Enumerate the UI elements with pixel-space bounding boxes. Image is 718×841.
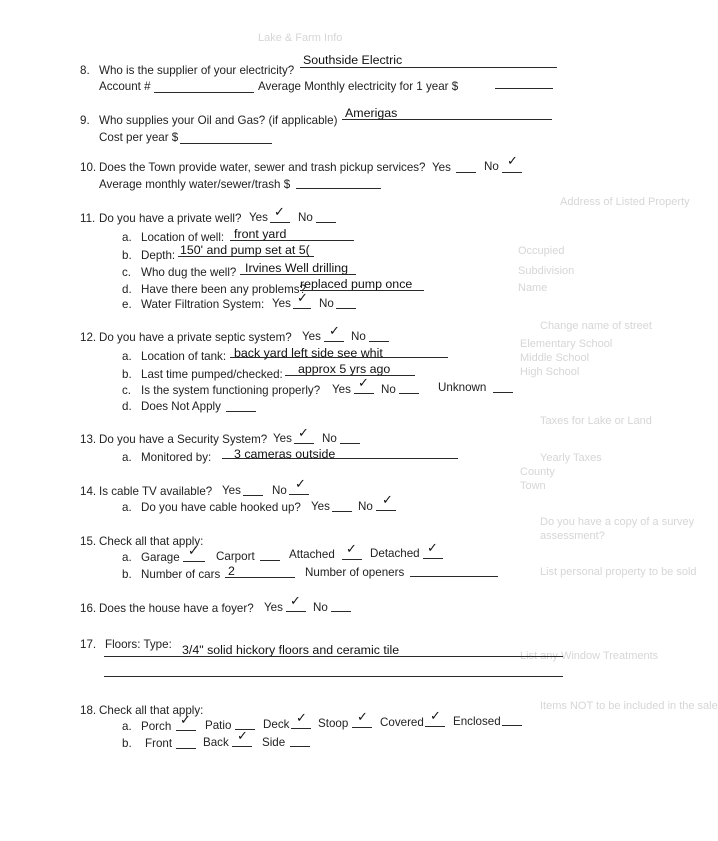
q8-question: Who is the supplier of your electricity?	[99, 64, 295, 77]
q14a-no-line[interactable]	[376, 510, 396, 511]
q11d-value[interactable]: replaced pump once	[300, 277, 413, 291]
ghost-line: Subdivision	[518, 265, 575, 277]
ghost-header: Lake & Farm Info	[258, 32, 343, 44]
q13a-value[interactable]: 3 cameras outside	[234, 447, 336, 461]
q14a-label: Do you have cable hooked up?	[141, 501, 301, 514]
q16-number: 16.	[80, 602, 97, 615]
ghost-line: Change name of street	[540, 320, 652, 332]
q12b-letter: b.	[122, 368, 132, 381]
q12c-label: Is the system functioning properly?	[141, 384, 321, 397]
q18a-letter: a.	[122, 720, 132, 733]
q10-no: No	[484, 160, 499, 173]
q12b-label: Last time pumped/checked:	[141, 368, 283, 381]
q15a-letter: a.	[122, 551, 132, 564]
q15-question: Check all that apply:	[99, 535, 204, 548]
q16-yes-check-icon: ✓	[290, 594, 301, 609]
ghost-line: Yearly Taxes	[540, 452, 602, 464]
q15b-letter: b.	[122, 568, 132, 581]
q18-number: 18.	[80, 704, 97, 717]
ghost-line: Town	[520, 480, 546, 492]
q8-account-line[interactable]	[154, 92, 254, 93]
q14-yes-line[interactable]	[243, 495, 263, 496]
q8-avg-label: Average Monthly electricity for 1 year $	[258, 80, 459, 93]
q18b-side-line[interactable]	[290, 746, 310, 747]
q11-no-line[interactable]	[316, 222, 336, 223]
ghost-line: assessment?	[540, 530, 605, 542]
q11-yes: Yes	[249, 211, 268, 224]
q18a-covered-line[interactable]	[425, 726, 445, 727]
q12c-no: No	[381, 383, 396, 396]
ghost-line: Middle School	[520, 352, 590, 364]
q12-no-line[interactable]	[369, 341, 389, 342]
q17-line-1	[104, 656, 563, 657]
q8-number: 8.	[80, 64, 90, 77]
q18b-front-line[interactable]	[176, 748, 196, 749]
q11a-letter: a.	[122, 231, 132, 244]
q17-question: Floors: Type:	[105, 638, 172, 651]
q11c-letter: c.	[122, 266, 132, 279]
q18a-deck: Deck	[263, 718, 290, 731]
q14a-yes-line[interactable]	[332, 511, 352, 512]
ghost-line: Occupied	[518, 245, 565, 257]
ghost-line: Name	[518, 282, 548, 294]
q18a-enclosed-line[interactable]	[502, 725, 522, 726]
q8-avg-line[interactable]	[495, 88, 553, 89]
q11-question: Do you have a private well?	[99, 212, 242, 225]
q9-cost-line[interactable]	[180, 143, 272, 144]
q10-yes-line[interactable]	[456, 172, 476, 173]
q10-number: 10.	[80, 161, 97, 174]
q15a-detached-line[interactable]	[423, 558, 443, 559]
q11a-line	[230, 240, 354, 241]
q18a-patio: Patio	[205, 719, 232, 732]
q15b-cars-label: Number of cars	[141, 568, 221, 581]
q14-no-check-icon: ✓	[295, 477, 306, 492]
q14a-letter: a.	[122, 501, 132, 514]
q16-yes: Yes	[264, 601, 283, 614]
q9-line	[342, 119, 552, 120]
q14-number: 14.	[80, 485, 97, 498]
q9-number: 9.	[80, 114, 90, 127]
q13-yes-check-icon: ✓	[298, 426, 309, 441]
q14-no: No	[272, 484, 287, 497]
q15b-openers-line[interactable]	[410, 576, 498, 577]
q18a-porch-check-icon: ✓	[180, 713, 191, 728]
q12a-letter: a.	[122, 350, 132, 363]
q10-avg-label: Average monthly water/sewer/trash $	[99, 178, 291, 191]
q12b-line	[285, 375, 415, 376]
q16-yes-line[interactable]	[286, 611, 306, 612]
ghost-line: Taxes for Lake or Land	[540, 415, 652, 427]
q15a-attached: Attached	[289, 548, 335, 561]
q18b-back: Back	[203, 736, 229, 749]
q15-number: 15.	[80, 535, 97, 548]
q12d-letter: d.	[122, 400, 132, 413]
q13-number: 13.	[80, 433, 97, 446]
q11c-value[interactable]: Irvines Well drilling	[245, 261, 349, 275]
q13-no-line[interactable]	[340, 443, 360, 444]
q12-yes-check-icon: ✓	[329, 324, 340, 339]
q11e-no: No	[319, 297, 334, 310]
q12a-value[interactable]: back yard left side see whit	[234, 346, 383, 360]
q8-supplier-line	[300, 67, 557, 68]
ghost-line: Elementary School	[520, 338, 613, 350]
q13-no: No	[322, 432, 337, 445]
q18a-porch: Porch	[141, 720, 172, 733]
q15a-carport: Carport	[216, 550, 255, 563]
q17-line-2[interactable]	[104, 676, 563, 677]
q11-yes-check-icon: ✓	[274, 205, 285, 220]
q15a-garage-check-icon: ✓	[188, 544, 199, 559]
q16-no-line[interactable]	[331, 611, 351, 612]
q18b-side: Side	[262, 736, 286, 749]
q17-number: 17.	[80, 638, 97, 651]
q11b-line	[178, 256, 314, 257]
ghost-line: Do you have a copy of a survey	[540, 516, 695, 528]
q12-question: Do you have a private septic system?	[99, 331, 292, 344]
q15a-detached: Detached	[370, 547, 420, 560]
q12c-unknown: Unknown	[438, 381, 487, 394]
q15a-attached-check-icon: ✓	[346, 542, 357, 557]
q18a-covered: Covered	[380, 716, 424, 729]
q10-question: Does the Town provide water, sewer and trash pickup services?	[99, 161, 426, 174]
q10-no-check-icon: ✓	[507, 154, 518, 169]
q11e-yes-check-icon: ✓	[297, 291, 308, 306]
q18b-front: Front	[145, 737, 173, 750]
ghost-line: County	[520, 466, 555, 478]
q12a-label: Location of tank:	[141, 350, 227, 363]
q12-number: 12.	[80, 331, 97, 344]
q12c-unknown-line[interactable]	[493, 392, 513, 393]
q15a-garage-line[interactable]	[183, 561, 205, 562]
q13-yes: Yes	[273, 432, 292, 445]
q12c-yes-line[interactable]	[354, 393, 374, 394]
q12c-letter: c.	[122, 384, 132, 397]
q9-cost-label: Cost per year $	[99, 131, 179, 144]
q12b-value[interactable]: approx 5 yrs ago	[298, 362, 391, 376]
q13a-label: Monitored by:	[141, 451, 212, 464]
q11d-label: Have there been any problems?	[141, 283, 306, 296]
q18b-letter: b.	[122, 737, 132, 750]
q11e-label: Water Filtration System:	[141, 298, 265, 311]
q15a-garage: Garage	[141, 551, 180, 564]
q11-yes-line[interactable]	[270, 222, 290, 223]
ghost-line: High School	[520, 366, 580, 378]
q18a-enclosed: Enclosed	[453, 715, 501, 728]
q8-account-label: Account #	[99, 80, 151, 93]
q14a-no-check-icon: ✓	[382, 493, 393, 508]
q18a-deck-line[interactable]	[291, 728, 311, 729]
q18a-covered-check-icon: ✓	[430, 709, 441, 724]
q14-question: Is cable TV available?	[99, 485, 213, 498]
q11-no: No	[298, 211, 313, 224]
q12c-yes: Yes	[332, 383, 351, 396]
q10-no-line[interactable]	[502, 172, 522, 173]
ghost-line: List any Window Treatments	[520, 650, 659, 662]
q12c-yes-check-icon: ✓	[358, 376, 369, 391]
q10-avg-line[interactable]	[296, 188, 381, 189]
q12d-label: Does Not Apply	[141, 400, 221, 413]
q13a-line	[222, 458, 458, 459]
q13-question: Do you have a Security System?	[99, 433, 268, 446]
q18a-stoop: Stoop	[318, 717, 349, 730]
q12a-line	[230, 357, 448, 358]
q11b-value[interactable]: 150' and pump set at 5(	[180, 243, 310, 257]
q11d-letter: d.	[122, 283, 132, 296]
q12-no: No	[351, 330, 366, 343]
q12-yes-line[interactable]	[324, 341, 344, 342]
q11c-label: Who dug the well?	[141, 266, 237, 279]
q11e-yes: Yes	[272, 297, 291, 310]
q15b-cars-line	[225, 577, 295, 578]
q11b-letter: b.	[122, 249, 132, 262]
q12d-line[interactable]	[226, 411, 256, 412]
q9-question: Who supplies your Oil and Gas? (if applicable)	[99, 114, 338, 127]
q11d-line	[300, 290, 424, 291]
q11e-letter: e.	[122, 298, 132, 311]
q11c-line	[240, 274, 356, 275]
q18-question: Check all that apply:	[99, 704, 204, 717]
q17-value[interactable]: 3/4" solid hickory floors and ceramic tile	[182, 643, 400, 657]
q8-supplier-value[interactable]: Southside Electric	[303, 53, 403, 67]
ghost-line: Items NOT to be included in the sale	[540, 700, 718, 712]
q15b-openers-label: Number of openers	[305, 566, 405, 579]
q12-yes: Yes	[302, 330, 321, 343]
ghost-line: Address of Listed Property	[560, 196, 690, 208]
q15a-carport-line[interactable]	[260, 560, 280, 561]
q11-number: 11.	[80, 212, 96, 225]
q15a-detached-check-icon: ✓	[427, 541, 438, 556]
q18a-stoop-check-icon: ✓	[357, 710, 368, 725]
q18a-deck-check-icon: ✓	[296, 711, 307, 726]
q14-yes: Yes	[222, 484, 241, 497]
q9-value[interactable]: Amerigas	[345, 106, 398, 120]
q18b-back-line[interactable]	[232, 746, 252, 747]
q11e-no-line[interactable]	[336, 308, 356, 309]
q16-question: Does the house have a foyer?	[99, 602, 254, 615]
q18b-back-check-icon: ✓	[237, 729, 248, 744]
q15b-cars-value[interactable]: 2	[228, 564, 235, 578]
q13-yes-line[interactable]	[294, 443, 314, 444]
q14a-no: No	[358, 500, 373, 513]
q18a-porch-line[interactable]	[176, 730, 196, 731]
q14-no-line[interactable]	[289, 494, 309, 495]
q18a-stoop-line[interactable]	[352, 727, 372, 728]
q11b-label: Depth:	[141, 249, 176, 262]
q11a-value[interactable]: front yard	[234, 227, 287, 241]
q14a-yes: Yes	[311, 500, 330, 513]
ghost-line: List personal property to be sold	[540, 566, 697, 578]
q16-no: No	[313, 601, 328, 614]
q10-yes: Yes	[432, 161, 451, 174]
q11e-yes-line[interactable]	[293, 308, 311, 309]
q13a-letter: a.	[122, 451, 132, 464]
q15a-attached-line[interactable]	[342, 559, 362, 560]
q12c-no-line[interactable]	[399, 393, 419, 394]
q11a-label: Location of well:	[141, 231, 225, 244]
